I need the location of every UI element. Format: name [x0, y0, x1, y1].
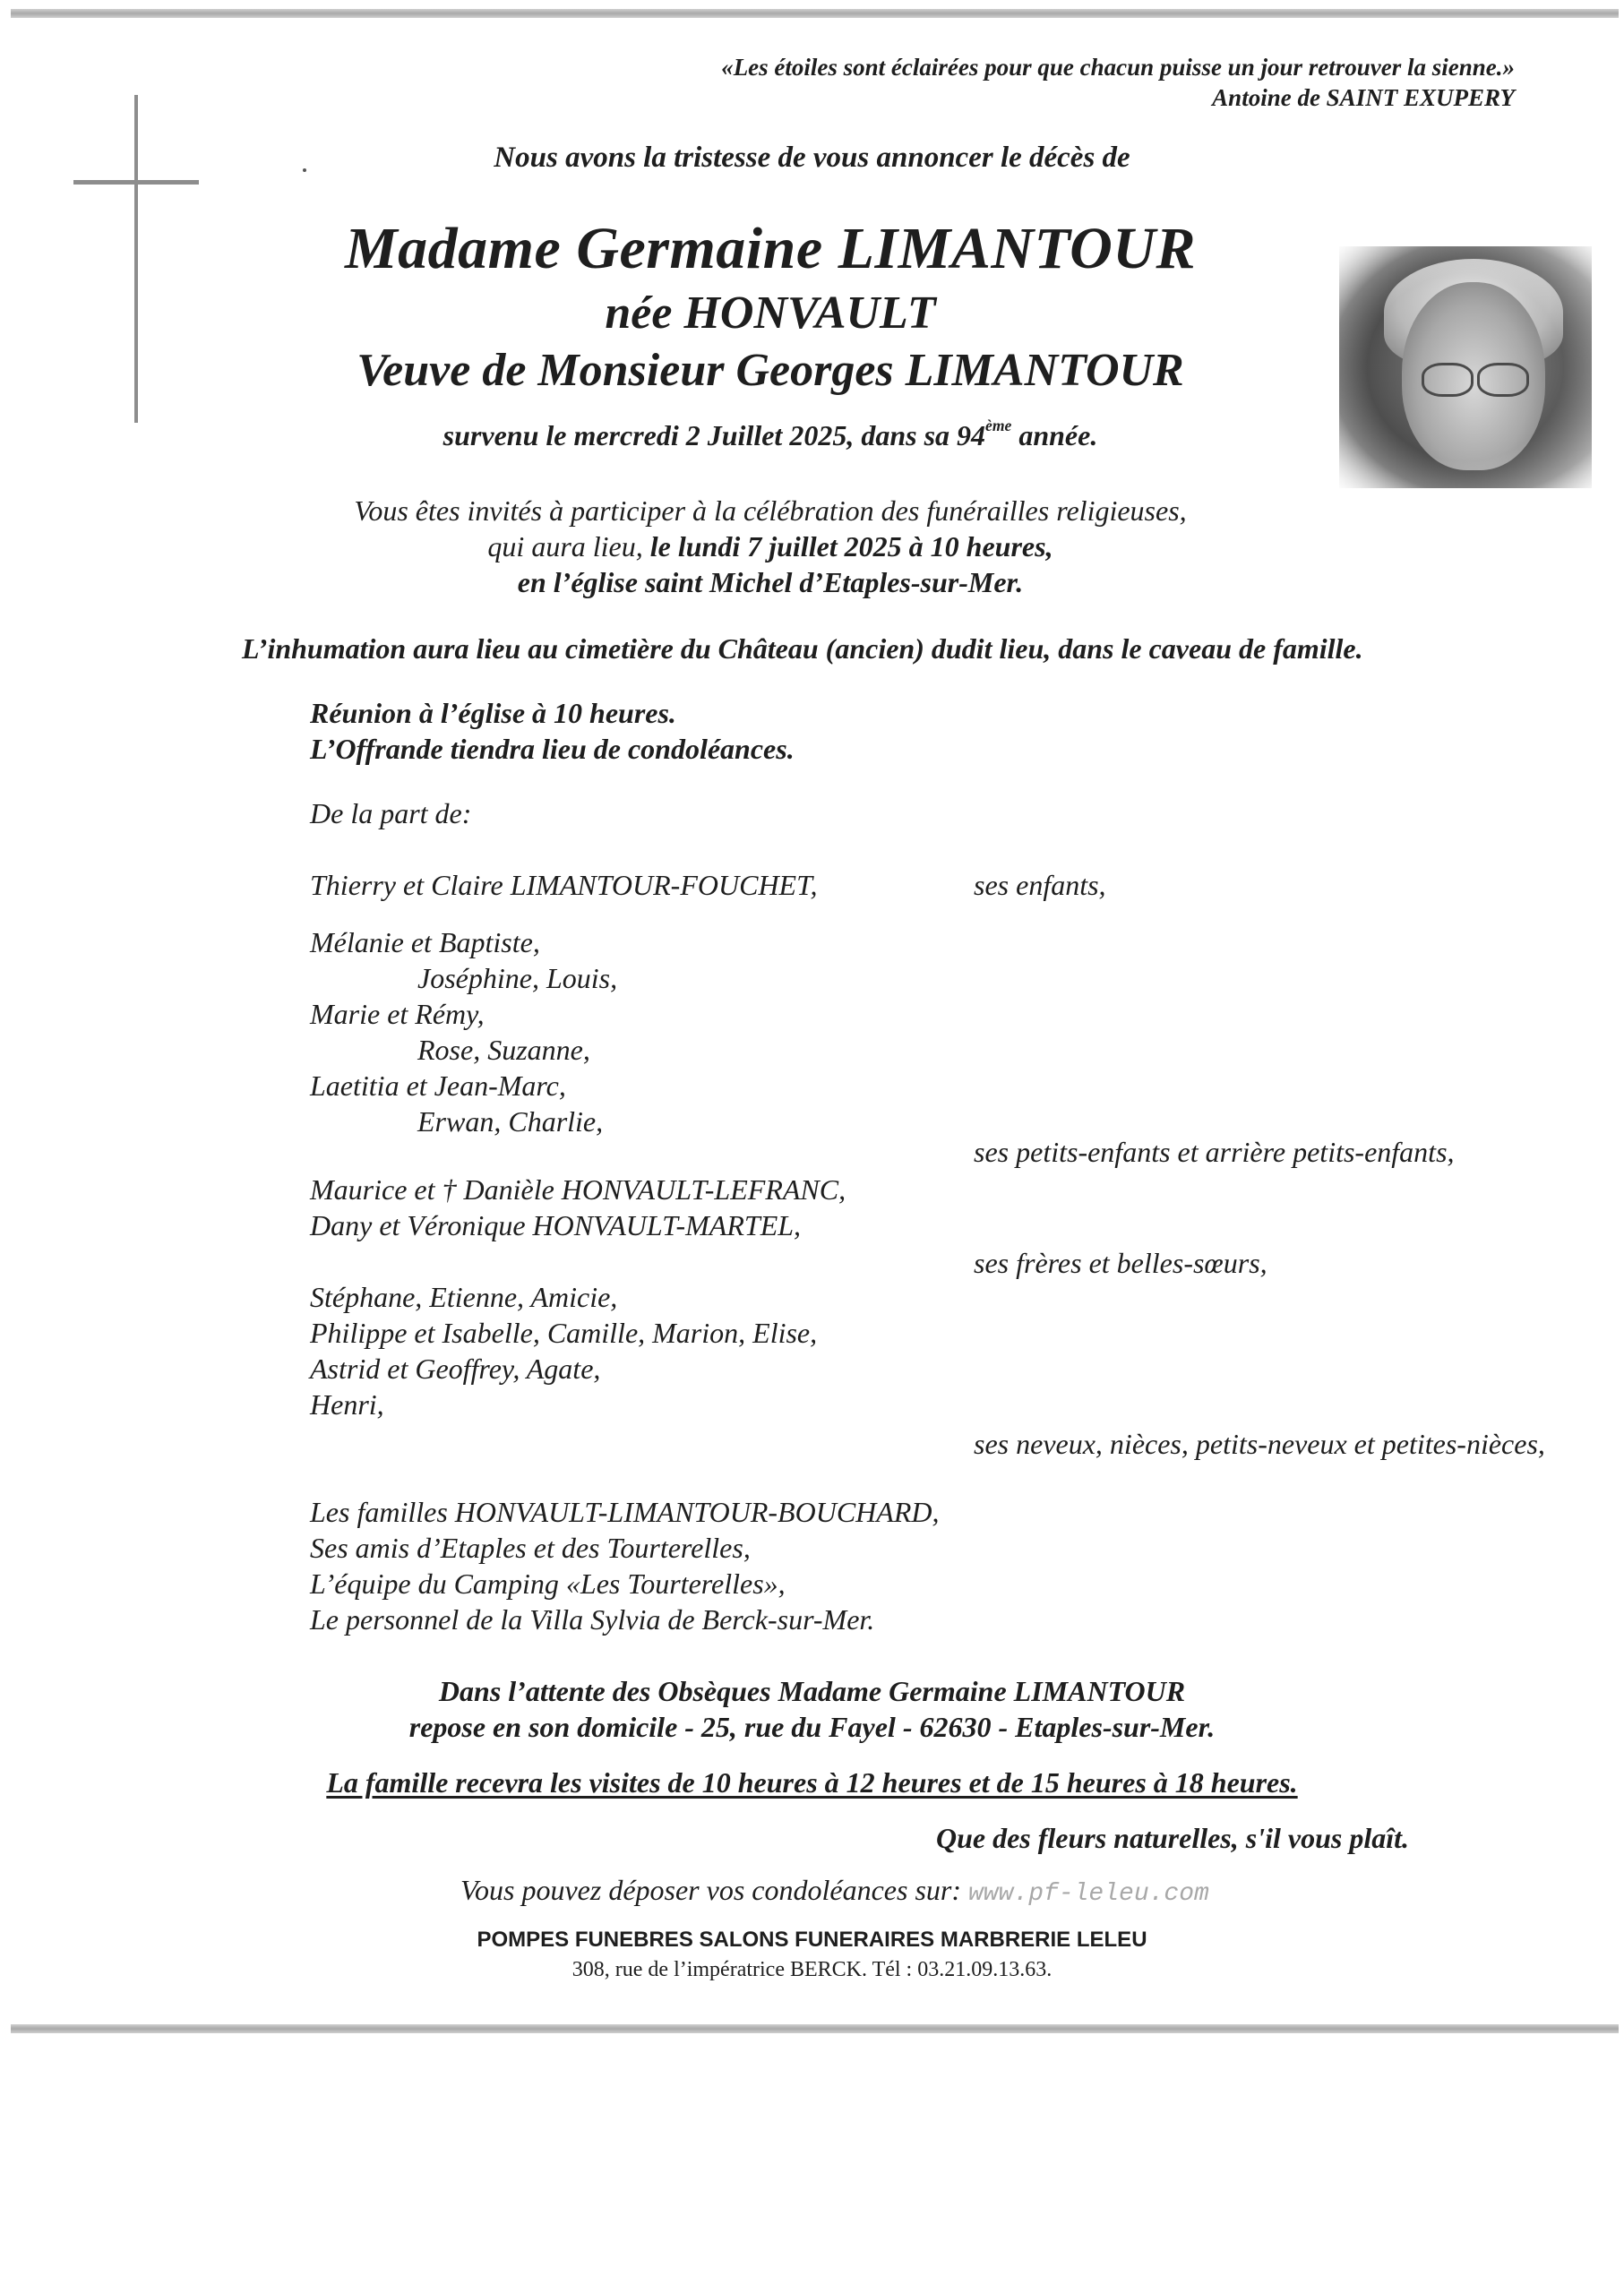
condolences-url[interactable]: www.pf-leleu.com: [968, 1880, 1209, 1908]
grandchildren-relation: ses petits-enfants et arrière petits-enfants,: [974, 1136, 1455, 1168]
grandchild-line-1: Mélanie et Baptiste,: [310, 926, 540, 958]
condolences-label: Vous pouvez déposer vos condoléances sur:: [460, 1874, 961, 1906]
nephew-line-2: Philippe et Isabelle, Camille, Marion, Elise,: [310, 1317, 818, 1349]
death-line: [233, 419, 1308, 452]
from-label: De la part de:: [310, 797, 472, 829]
top-border: [11, 9, 1619, 18]
visits-text: La famille recevra les visites de 10 heures à 12 heures et de 15 heures à 18 heures.: [326, 1766, 1298, 1799]
grandchild-line-3: Marie et Rémy,: [310, 998, 485, 1030]
meeting-text: Réunion à l’église à 10 heures.: [310, 697, 676, 729]
children-names: Thierry et Claire LIMANTOUR-FOUCHET,: [310, 869, 818, 901]
company-name: POMPES FUNEBRES SALONS FUNERAIRES MARBRERIE LELEU: [477, 1928, 1147, 1952]
rest-line-2: repose en son domicile - 25, rue du Fayel - 62630 - Etaples-sur-Mer.: [408, 1711, 1216, 1743]
burial-text: L’inhumation aura lieu au cimetière du Château (ancien) dudit lieu, dans le caveau de famille.: [242, 632, 1363, 665]
condolences-line: [460, 1874, 1209, 1908]
death-prefix: survenu le mercredi 2 Juillet 2025, dans sa 94: [443, 419, 986, 451]
flowers-text: Que des fleurs naturelles, s'il vous plaît.: [935, 1822, 1409, 1854]
death-suffix: année.: [1011, 419, 1098, 451]
grandchild-line-5: Laetitia et Jean-Marc,: [310, 1069, 566, 1102]
portrait-photo: [1339, 246, 1592, 488]
siblings-relation: ses frères et belles-sœurs,: [974, 1247, 1267, 1279]
quote-text: «Les étoiles sont éclairées pour que chacun puisse un jour retrouver la sienne.»: [721, 54, 1515, 81]
grandchild-line-6: Erwan, Charlie,: [417, 1105, 604, 1138]
bottom-border: [11, 2024, 1619, 2033]
widow-line: Veuve de Monsieur Georges LIMANTOUR: [357, 345, 1184, 396]
children-relation: ses enfants,: [974, 869, 1106, 901]
nephew-line-3: Astrid et Geoffrey, Agate,: [310, 1353, 601, 1385]
grandchild-line-2: Joséphine, Louis,: [417, 962, 618, 994]
nephew-line-1: Stéphane, Etienne, Amicie,: [310, 1281, 618, 1313]
offering-text: L’Offrande tiendra lieu de condoléances.: [310, 733, 795, 765]
sibling-line-1: Maurice et † Danièle HONVAULT-LEFRANC,: [310, 1173, 846, 1206]
ceremony-line-2: [233, 530, 1308, 563]
company-address: 308, rue de l’impératrice BERCK. Tél : 03.21.09.13.63.: [571, 1958, 1053, 1981]
ceremony-line-3: en l’église saint Michel d’Etaples-sur-Mer.: [517, 566, 1024, 598]
maiden-name: née HONVAULT: [605, 288, 936, 339]
others-line-3: L’équipe du Camping «Les Tourterelles»,: [310, 1567, 786, 1600]
nephew-line-4: Henri,: [310, 1388, 384, 1421]
others-line-2: Ses amis d’Etaples et des Tourterelles,: [310, 1532, 751, 1564]
rest-line-1: Dans l’attente des Obsèques Madame Germaine LIMANTOUR: [438, 1675, 1186, 1707]
ceremony-prefix: qui aura lieu,: [487, 530, 650, 563]
grandchild-line-4: Rose, Suzanne,: [417, 1034, 590, 1066]
death-sup: ème: [985, 417, 1012, 435]
others-line-4: Le personnel de la Villa Sylvia de Berck-sur-Mer.: [310, 1603, 875, 1636]
announce-text: Nous avons la tristesse de vous annoncer le décès de: [494, 142, 1130, 174]
deceased-name: Madame Germaine LIMANTOUR: [345, 216, 1196, 281]
others-line-1: Les familles HONVAULT-LIMANTOUR-BOUCHARD,: [310, 1496, 940, 1528]
nephews-relation: ses neveux, nièces, petits-neveux et petites-nièces,: [974, 1428, 1545, 1460]
ceremony-line-1: Vous êtes invités à participer à la célébration des funérailles religieuses,: [354, 494, 1187, 527]
sibling-line-2: Dany et Véronique HONVAULT-MARTEL,: [310, 1209, 802, 1241]
ceremony-date: le lundi 7 juillet 2025 à 10 heures,: [649, 530, 1053, 563]
quote-author: Antoine de SAINT EXUPERY: [1212, 84, 1515, 111]
